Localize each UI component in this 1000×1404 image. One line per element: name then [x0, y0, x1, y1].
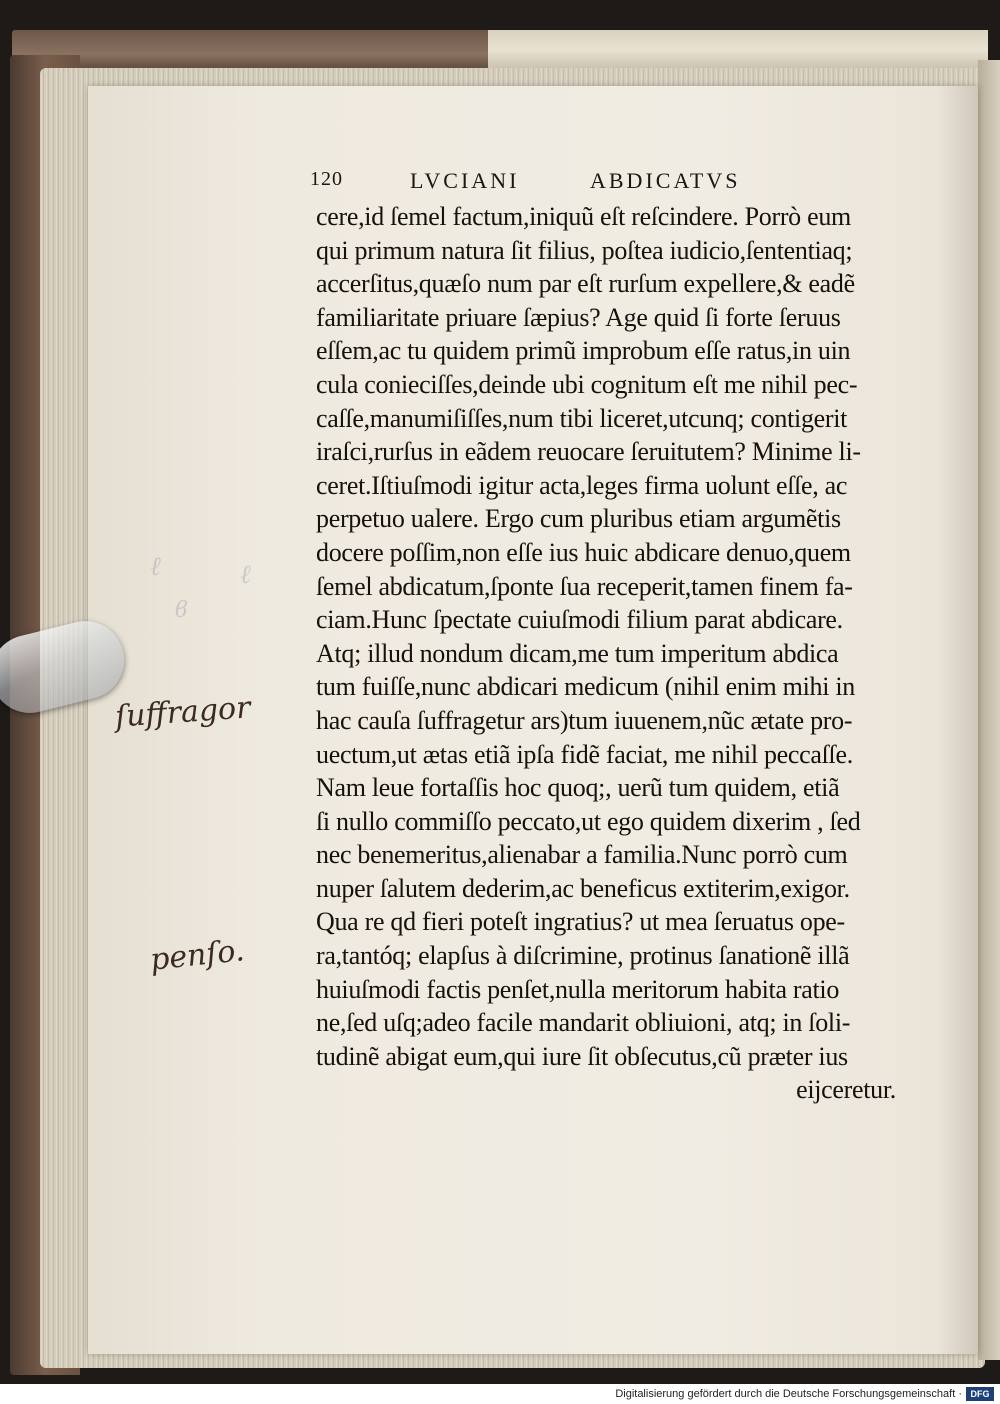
- bleedthrough-mark: ϐ: [175, 598, 188, 623]
- text-line: hac cauſa ſuffragetur ars)tum iuuenem,nũc ætate pro-: [316, 705, 853, 735]
- bleedthrough-mark: ℓ: [240, 560, 251, 590]
- text-line: Atq; illud nondum dicam,me tum imperitum abdica: [316, 638, 839, 668]
- bleedthrough-mark: ℓ: [150, 552, 161, 582]
- running-header: [310, 168, 890, 198]
- text-line: ſemel abdicatum,ſponte ſua receperit,tamen finem fa-: [316, 571, 853, 601]
- running-title-work: ABDICATVS: [590, 168, 741, 193]
- text-line: ciam.Hunc ſpectate cuiuſmodi filium parat abdicare.: [316, 605, 843, 635]
- text-line: ra,tantóq; elapſus à diſcrimine, protinus ſanationẽ illã: [316, 941, 850, 971]
- footer-bar: [0, 1384, 1000, 1404]
- running-title-author: LVCIANI: [410, 168, 520, 193]
- text-line: cere,id ſemel factum,iniquũ eſt reſcindere. Porrò eum: [316, 202, 851, 231]
- text-line: iraſci,rurſus in eãdem reuocare ſeruitutem? Minime li-: [316, 437, 861, 467]
- text-line: nec benemeritus,alienabar a familia.Nunc porrò cum: [316, 840, 848, 870]
- funding-credit: Digitalisierung gefördert durch die Deutsche Forschungsgemeinschaft ·: [615, 1388, 962, 1400]
- text-line: tum fuiſſe,nunc abdicari medicum (nihil enim mihi in: [316, 672, 855, 702]
- text-line: Qua re qd fieri poteſt ingratius? ut mea ſeruatus ope-: [316, 907, 845, 937]
- text-line: huiuſmodi factis penſet,nulla meritorum habita ratio: [316, 974, 840, 1004]
- marginal-note: ſuffragor: [113, 690, 252, 735]
- vellum-spine: [488, 30, 988, 70]
- folio-number: 120: [310, 168, 343, 190]
- text-line: ne,ſed uſq;adeo facile mandarit obliuioni, atq; in ſoli-: [316, 1008, 851, 1038]
- text-line: perpetuo ualere. Ergo cum pluribus etiam argumẽtis: [316, 504, 841, 534]
- text-line: Nam leue fortaſſis hoc quoq;, uerũ tum quidem, etiã: [316, 773, 840, 803]
- text-line: cula conieciſſes,deinde ubi cognitum eſt me nihil pec-: [316, 369, 858, 399]
- text-line: qui primum natura ſit filius, poſtea iudicio,ſententiaq;: [316, 235, 853, 265]
- text-line: ſi nullo commiſſo peccato,ut ego quidem dixerim , ſed: [316, 806, 861, 836]
- text-line: caſſe,manumiſiſſes,num tibi liceret,utcunq; contigerit: [316, 403, 848, 433]
- text-line: docere poſſim,non eſſe ius huic abdicare denuo,quem: [316, 537, 851, 567]
- text-line: nuper ſalutem dederim,ac beneficus extiterim,exigor.: [316, 873, 850, 903]
- dfg-logo: DFG: [966, 1387, 994, 1401]
- text-line: eſſem,ac tu quidem primũ improbum eſſe ratus,in uin: [316, 336, 851, 366]
- text-line: uectum,ut ætas etiã ipſa fidẽ faciat, me nihil peccaſſe.: [316, 739, 853, 769]
- facing-page-edge: [978, 60, 1000, 1360]
- body-text: [316, 200, 896, 1107]
- text-line: familiaritate priuare ſæpius? Age quid ſi forte ſeruus: [316, 302, 841, 332]
- text-line: tudinẽ abigat eum,qui iure ſit obſecutus,cũ præter ius: [316, 1041, 848, 1071]
- text-line-catchword: eijceretur.: [796, 1075, 896, 1105]
- gutter-shadow: [938, 86, 978, 1354]
- text-line: ceret.Iſtiuſmodi igitur acta,leges firma uolunt eſſe, ac: [316, 470, 848, 500]
- marginal-note: penſo.: [148, 933, 247, 978]
- text-line: accerſitus,quæſo num par eſt rurſum expellere,& eadẽ: [316, 269, 855, 299]
